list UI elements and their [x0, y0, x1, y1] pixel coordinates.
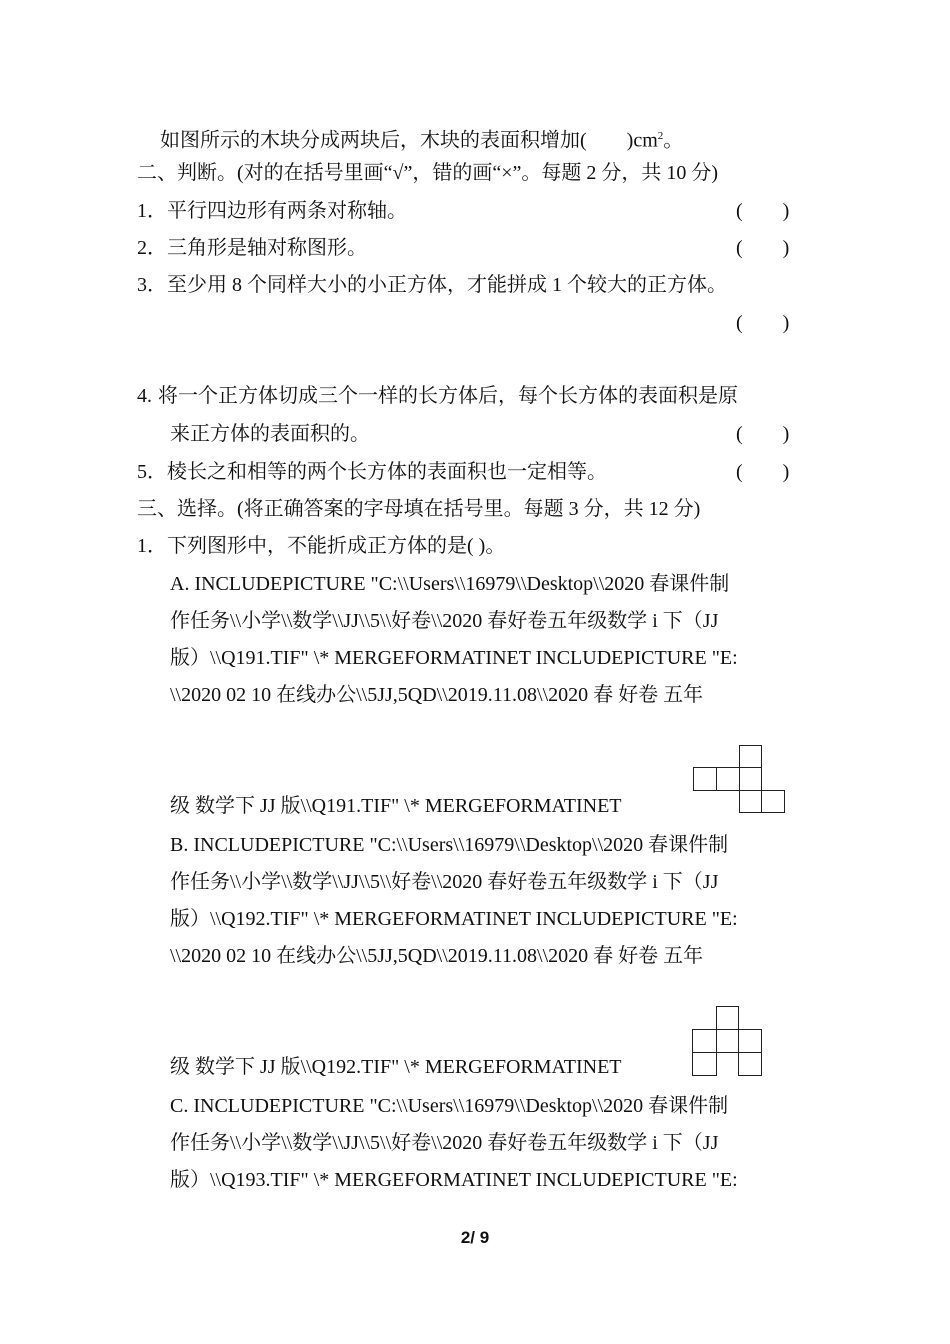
net-cell	[716, 1029, 739, 1053]
net-cell	[739, 767, 762, 791]
net-cell	[693, 767, 717, 791]
option-a-line-1: A. INCLUDEPICTURE "C:\\Users\\16979\\Desktop\\2020 春课件制	[170, 573, 730, 595]
net-cell	[692, 1029, 717, 1053]
answer-blank-3[interactable]: ( )	[736, 312, 790, 334]
option-b-line-1: B. INCLUDEPICTURE "C:\\Users\\16979\\Desktop\\2020 春课件制	[170, 834, 729, 856]
judge-item-2: 2．三角形是轴对称图形。	[137, 237, 367, 259]
answer-blank-5[interactable]: ( )	[736, 461, 790, 483]
option-b-line-2: 作任务\\小学\\数学\\JJ\\5\\好卷\\2020 春好卷五年级数学 i 下（JJ	[170, 871, 719, 893]
option-a-line-3: 版）\\Q191.TIF" \* MERGEFORMATINET INCLUDEPICTURE "E:	[170, 647, 738, 669]
cube-net-figure-a	[693, 745, 788, 815]
option-c-line-3: 版）\\Q193.TIF" \* MERGEFORMATINET INCLUDEPICTURE "E:	[170, 1169, 738, 1191]
option-a-line-4: \\2020 02 10 在线办公\\5JJ,5QD\\2019.11.08\\2020 春 好卷 五年	[170, 684, 704, 706]
judge-item-4-cont: 来正方体的表面积的。	[170, 423, 370, 445]
option-c-line-2: 作任务\\小学\\数学\\JJ\\5\\好卷\\2020 春好卷五年级数学 i 下（JJ	[170, 1132, 719, 1154]
net-cell	[692, 1052, 717, 1076]
net-cell	[738, 1029, 762, 1053]
option-a-line-5: 级 数学下 JJ 版\\Q191.TIF" \* MERGEFORMATINET	[170, 795, 622, 817]
judge-item-1: 1．平行四边形有两条对称轴。	[137, 200, 407, 222]
section2-heading: 二、判断。(对的在括号里画“√”，错的画“×”。每题 2 分，共 10 分)	[137, 162, 719, 184]
answer-blank-4[interactable]: ( )	[736, 423, 790, 445]
net-cell	[739, 790, 762, 813]
net-cell	[738, 1052, 762, 1076]
option-c-line-1: C. INCLUDEPICTURE "C:\\Users\\16979\\Desktop\\2020 春课件制	[170, 1095, 729, 1117]
judge-item-5: 5．棱长之和相等的两个长方体的表面积也一定相等。	[137, 461, 607, 483]
judge-item-4: 4. 将一个正方体切成三个一样的长方体后，每个长方体的表面积是原	[137, 385, 738, 407]
option-b-line-4: \\2020 02 10 在线办公\\5JJ,5QD\\2019.11.08\\2020 春 好卷 五年	[170, 945, 704, 967]
net-cell	[761, 790, 785, 813]
judge-item-3: 3．至少用 8 个同样大小的小正方体，才能拼成 1 个较大的正方体。	[137, 274, 727, 296]
choice-question-1: 1．下列图形中，不能折成正方体的是( )。	[137, 535, 506, 557]
net-cell	[716, 1006, 739, 1030]
section3-heading: 三、选择。(将正确答案的字母填在括号里。每题 3 分，共 12 分)	[137, 498, 701, 520]
intro-question: 如图所示的木块分成两块后，木块的表面积增加( )$cm^2$。	[160, 129, 684, 152]
answer-blank-2[interactable]: ( )	[736, 237, 790, 259]
option-b-line-3: 版）\\Q192.TIF" \* MERGEFORMATINET INCLUDEPICTURE "E:	[170, 908, 738, 930]
answer-blank-1[interactable]: ( )	[736, 200, 790, 222]
page-number: 2/ 9	[460, 1228, 490, 1247]
option-b-line-5: 级 数学下 JJ 版\\Q192.TIF" \* MERGEFORMATINET	[170, 1056, 622, 1078]
net-cell	[739, 745, 762, 768]
option-a-line-2: 作任务\\小学\\数学\\JJ\\5\\好卷\\2020 春好卷五年级数学 i 下（JJ	[170, 610, 719, 632]
cube-net-figure-b	[692, 1006, 764, 1078]
net-cell	[716, 767, 740, 791]
